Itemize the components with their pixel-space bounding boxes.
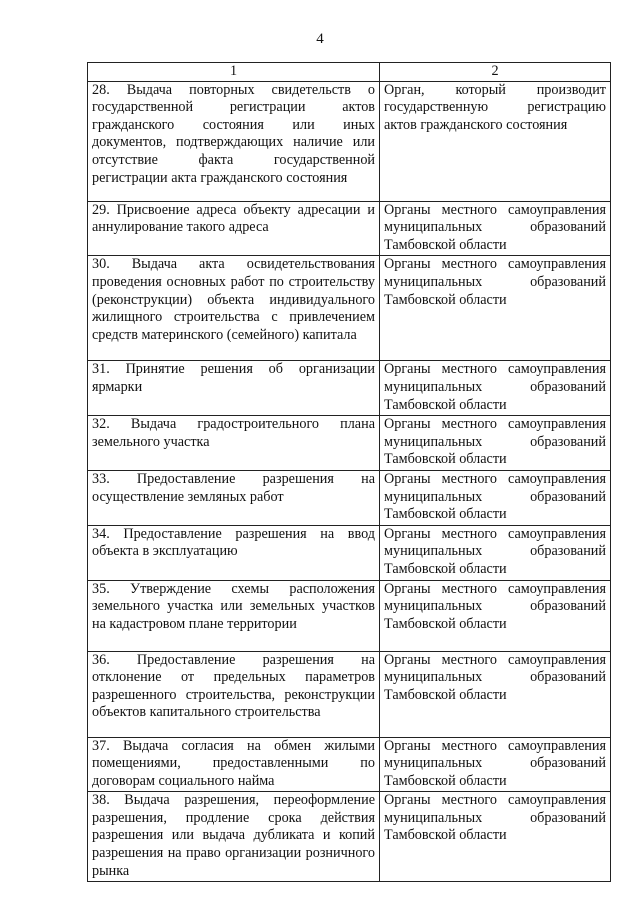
table-row — [88, 580, 611, 651]
authority-cell: Органы местного самоуправления муниципальных образований Тамбовской области — [380, 737, 611, 792]
services-table — [87, 62, 611, 882]
service-cell: 30. Выдача акта освидетельствования проведения основных работ по строительству (реконструкции) объекта индивидуального жилищного строительства с привлечением средств материнского (семейного) капитала — [88, 256, 380, 361]
column-header-1: 1 — [88, 63, 380, 82]
authority-cell: Органы местного самоуправления муниципальных образований Тамбовской области — [380, 416, 611, 471]
table-header-row — [88, 63, 611, 82]
page-number: 4 — [316, 31, 324, 47]
service-cell: 32. Выдача градостроительного плана земельного участка — [88, 416, 380, 471]
table-row — [88, 416, 611, 471]
service-cell: 37. Выдача согласия на обмен жилыми помещениями, предоставленными по договорам социального найма — [88, 737, 380, 792]
authority-cell: Органы местного самоуправления муниципальных образований Тамбовской области — [380, 792, 611, 882]
service-cell: 38. Выдача разрешения, переоформление разрешения, продление срока действия разрешения или выдача дубликата и копий разрешения на право организации розничного рынка — [88, 792, 380, 882]
service-cell: 35. Утверждение схемы расположения земельного участка или земельных участков на кадастровом плане территории — [88, 580, 380, 651]
table-row — [88, 525, 611, 580]
authority-cell: Органы местного самоуправления муниципальных образований Тамбовской области — [380, 525, 611, 580]
service-cell: 33. Предоставление разрешения на осуществление земляных работ — [88, 470, 380, 525]
column-header-2: 2 — [380, 63, 611, 82]
table-row — [88, 361, 611, 416]
authority-cell: Органы местного самоуправления муниципальных образований Тамбовской области — [380, 651, 611, 737]
table-row — [88, 470, 611, 525]
authority-cell: Органы местного самоуправления муниципальных образований Тамбовской области — [380, 361, 611, 416]
service-cell: 34. Предоставление разрешения на ввод объекта в эксплуатацию — [88, 525, 380, 580]
service-cell: 29. Присвоение адреса объекту адресации и аннулирование такого адреса — [88, 201, 380, 256]
table-row — [88, 792, 611, 882]
table-row — [88, 651, 611, 737]
authority-cell: Органы местного самоуправления муниципальных образований Тамбовской области — [380, 256, 611, 361]
service-cell: 36. Предоставление разрешения на отклонение от предельных параметров разрешенного строительства, реконструкции объектов капитального строительства — [88, 651, 380, 737]
service-cell: 28. Выдача повторных свидетельств о государственной регистрации актов гражданского состояния или иных документов, подтверждающих наличие или отсутствие факта государственной регистрации акта гражданского состояния — [88, 81, 380, 201]
table-row — [88, 737, 611, 792]
table-row — [88, 201, 611, 256]
authority-cell: Органы местного самоуправления муниципальных образований Тамбовской области — [380, 470, 611, 525]
authority-cell: Органы местного самоуправления муниципальных образований Тамбовской области — [380, 201, 611, 256]
authority-cell: Орган, который производит государственную регистрацию актов гражданского состояния — [380, 81, 611, 201]
table-row — [88, 81, 611, 201]
table-row — [88, 256, 611, 361]
authority-cell: Органы местного самоуправления муниципальных образований Тамбовской области — [380, 580, 611, 651]
service-cell: 31. Принятие решения об организации ярмарки — [88, 361, 380, 416]
